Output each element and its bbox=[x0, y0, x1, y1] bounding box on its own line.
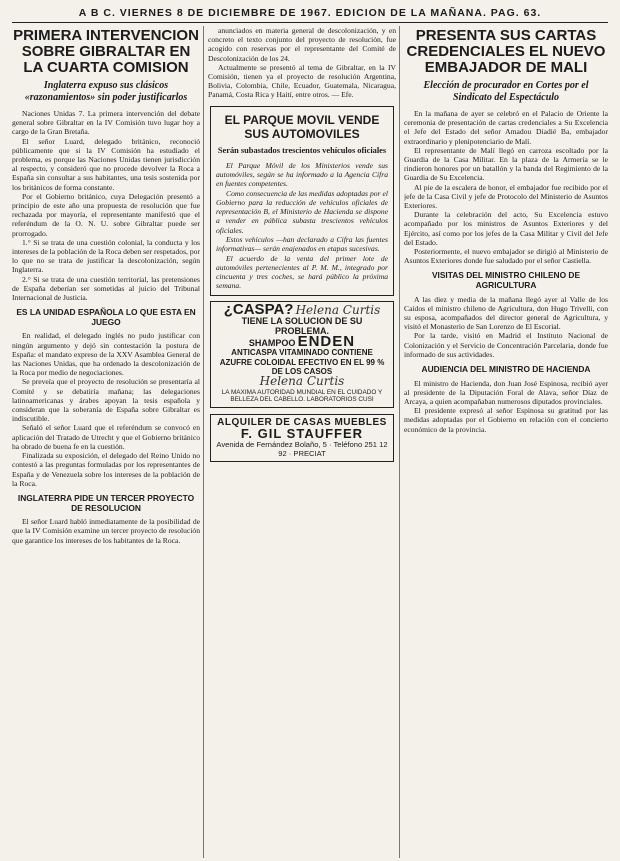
mali-headline: PRESENTA SUS CARTAS CREDENCIALES EL NUEVO EMBAJADOR DE MALI bbox=[406, 27, 606, 76]
paragraph: 1.° Si se trata de una cuestión colonial, la conducta y los intereses de la población de la Roca deben ser respetados, por lo que no se trata de justificar la descolonización, según Inglaterra. bbox=[12, 237, 200, 275]
column-3 bbox=[404, 26, 608, 858]
column-rule bbox=[203, 26, 204, 858]
paragraph: El acuerdo de la venta del primer lote de automóviles pertenecientes al P. M. M., integrado por cincuenta y tres coches, se hará público la próxima semana. bbox=[216, 253, 388, 291]
gibraltar-subhead: Inglaterra expuso sus clásicos «razonamientos» sin poder justificarlos bbox=[24, 80, 188, 103]
paragraph: Al pie de la escalera de honor, el embajador fue recibido por el jefe de la Casa Civil y jefe de Protocolo del Ministerio de Asuntos Exteriores. bbox=[404, 182, 608, 211]
ad-top-row bbox=[215, 300, 389, 318]
ad-product-line bbox=[215, 332, 389, 350]
paragraph: Actualmente se presentó al tema de Gibraltar, en la IV Comisión, tienen ya el proyecto de resolución Argentina, Bolivia, Colombia, Chile, Ecuador, Guatemala, Nicaragua, Panamá, Costa Rica y Haití, entre otros. — Efe. bbox=[208, 62, 396, 100]
ad-tagline: TIENE LA SOLUCION DE SU PROBLEMA. bbox=[241, 315, 363, 337]
mali-subhead: Elección de procurador en Cortes por el Sindicato del Espectáculo bbox=[423, 80, 589, 103]
paragraph: El Parque Móvil de los Ministerios vende sus automóviles, según se ha informado a la Agencia Cifra en fuentes competentes. bbox=[216, 160, 388, 189]
section-heading: ES LA UNIDAD ESPAÑOLA LO QUE ESTA EN JUEGO bbox=[16, 307, 196, 327]
shampoo-advertisement bbox=[210, 301, 394, 408]
column-2 bbox=[208, 26, 396, 858]
parque-movil-box bbox=[210, 106, 394, 296]
paragraph: Durante la celebración del acto, Su Excelencia estuvo acompañado por los ministros de Asuntos Exteriores y del Ejército, así como por los jefes de la Casa Militar y Civil del Jefe del Estado. bbox=[404, 210, 608, 247]
paragraph: Como consecuencia de las medidas adoptadas por el Gobierno para la reducción de vehículos oficiales de representación B, el Ministerio de Hacienda se dispone a vender en pública subasta trescientos vehículos oficiales. bbox=[216, 188, 388, 235]
paragraph: Finalizada su exposición, el delegado del Reino Unido no contestó a las preguntas formuladas por los representantes de España y de Venezuela sobre los intereses de la población de la Roca. bbox=[12, 451, 200, 488]
box-subhead: Serán subastados trescientos vehículos oficiales bbox=[217, 145, 387, 155]
classified-address: Avenida de Fernández Bolaño, 5 · Teléfono 251 12 92 · PRECIAT bbox=[216, 440, 388, 459]
section-heading: INGLATERRA PIDE UN TERCER PROYECTO DE RESOLUCION bbox=[17, 492, 195, 513]
paragraph: El representante de Malí llegó en carroza escoltado por la Guardia de la Casa Militar. En la plaza de la Armería se le rindieron honores por un batallón y la banda del Regimiento de la Guardia de Su Excelencia. bbox=[404, 145, 608, 183]
paragraph: Estos vehículos —han declarado a Cifra las fuentes informativas— serán enajenados en etapas sucesivas. bbox=[216, 235, 388, 254]
paragraph: 2.° Si se trata de una cuestión territorial, las pretensiones de España deberían ser sometidas al juicio del Tribunal Internacional de Justicia. bbox=[12, 274, 200, 303]
paragraph: El presidente expresó al señor Espinosa su gratitud por las medidas adoptadas por el Gobierno en relación con el concierto económico de la provincia. bbox=[404, 406, 608, 434]
ad-product: SHAMPOO bbox=[248, 337, 296, 348]
paragraph: El ministro de Hacienda, don Juan José Espinosa, recibió ayer al presidente de la Diputación Foral de Alava, señor Díaz de Arcaya, a quien acompañaban numerosos diputados provinciales. bbox=[404, 378, 608, 407]
paragraph: A las diez y media de la mañana llegó ayer al Valle de los Caídos el ministro chileno de Agricultura, don Hugo Trivelli, con su esposa, acompañados del director general de Agricultura, y visitó el Monasterio de San Lorenzo de El Escorial. bbox=[404, 294, 608, 332]
paragraph: Por la tarde, visitó en Madrid el Instituto Nacional de Colonización y el Servicio de Concentración Parcelaria, donde fue informado de sus actividades. bbox=[404, 331, 608, 359]
column-rule bbox=[399, 26, 400, 858]
ad-brand-name: ENDEN bbox=[297, 332, 356, 350]
paragraph: El señor Luard, delegado británico, reconoció públicamente que si la IV Comisión ha estudiado el problema, es porque las Naciones Unidas tienen jurisdicción al respecto, y consideró que no procede devolver la Roca a España sin consultar a sus habitantes, una tesis sostenida por los británicos de forma constante. bbox=[12, 136, 200, 192]
paragraph: anunciados en materia general de descolonización, y en concreto el texto conjunto del proyecto de resolución, fue acogido con reservas por el representante del Comité de Descolonización de los 24. bbox=[208, 26, 396, 63]
ad-claim: ANTICASPA VITAMINADO CONTIENE AZUFRE COLOIDAL EFECTIVO EN EL 99 % DE LOS CASOS bbox=[219, 348, 385, 377]
ad-footer: LA MAXIMA AUTORIDAD MUNDIAL EN EL CUIDADO Y BELLEZA DEL CABELLO. LABORATORIOS CUSI bbox=[221, 388, 383, 404]
section-heading: AUDIENCIA DEL MINISTRO DE HACIENDA bbox=[421, 364, 591, 375]
paragraph: Por el Gobierno británico, cuya Delegación presentó a principio de este año una propuesta de resolución que fue rechazada por mayoría, el representante manifestó que el referéndum de la O. N. U. sobre Gibraltar puede ser prorrogado. bbox=[12, 191, 200, 238]
paragraph: Posteriormente, el nuevo embajador se dirigió al Ministerio de Asuntos Exteriores donde fue saludado por el señor Castiella. bbox=[404, 247, 608, 266]
paragraph: Se preveía que el proyecto de resolución se presentaría al Comité y se debatiría mañana; las delegaciones latinoamericanas y árabes apoyan la tesis española y consideran que la soberanía de España sobre Gibraltar es indiscutible. bbox=[12, 377, 200, 424]
column-1 bbox=[12, 26, 200, 858]
paragraph: Naciones Unidas 7. La primera intervención del debate general sobre Gibraltar en la IV Comisión tuvo lugar hoy a cargo de la Gran Bretaña. bbox=[12, 109, 200, 137]
paragraph: El señor Luard habló inmediatamente de la posibilidad de que la IV Comisión examine un tercer proyecto de resolución que garantice los intereses de los habitantes de la Roca. bbox=[12, 517, 200, 545]
classified-title: ALQUILER DE CASAS MUEBLES bbox=[217, 417, 387, 429]
page-header: A B C. VIERNES 8 DE DICIEMBRE DE 1967. EDICION DE LA MAÑANA. PAG. 63. bbox=[12, 6, 608, 23]
ad-brand-script: Helena Curtis bbox=[295, 302, 381, 317]
paragraph: En realidad, el delegado inglés no pudo justificar con ningún argumento y dejó sin contestación la postura de España: el mandato expreso de la XXV Asamblea General de las Naciones Unidas, que ha ordenado la descolonización de la Roca por medio de negociaciones. bbox=[12, 331, 200, 378]
ad-brand-script: Helena Curtis bbox=[259, 373, 345, 388]
gibraltar-headline: PRIMERA INTERVENCION SOBRE GIBRALTAR EN LA CUARTA COMISION bbox=[13, 27, 199, 76]
classified-advertisement bbox=[210, 414, 394, 462]
paragraph: En la mañana de ayer se celebró en el Palacio de Oriente la ceremonia de presentación de cartas credenciales a Su Excelencia el Jefe del Estado del señor Amadou Diadié Ba, embajador extraordinario y plenipotenciario de Malí. bbox=[404, 109, 608, 146]
classified-company: F. GIL STAUFFER bbox=[240, 426, 364, 442]
paragraph: Señaló el señor Luard que el referéndum se convocó en aplicación del Tratado de Utrecht y que el Gobierno británico ha obrado de buena fe en la cuestión. bbox=[12, 423, 200, 451]
section-heading: VISITAS DEL MINISTRO CHILENO DE AGRICULTURA bbox=[431, 270, 581, 291]
box-headline: EL PARQUE MOVIL VENDE SUS AUTOMOVILES bbox=[224, 112, 380, 141]
ad-question: ¿CASPA? bbox=[223, 300, 294, 318]
